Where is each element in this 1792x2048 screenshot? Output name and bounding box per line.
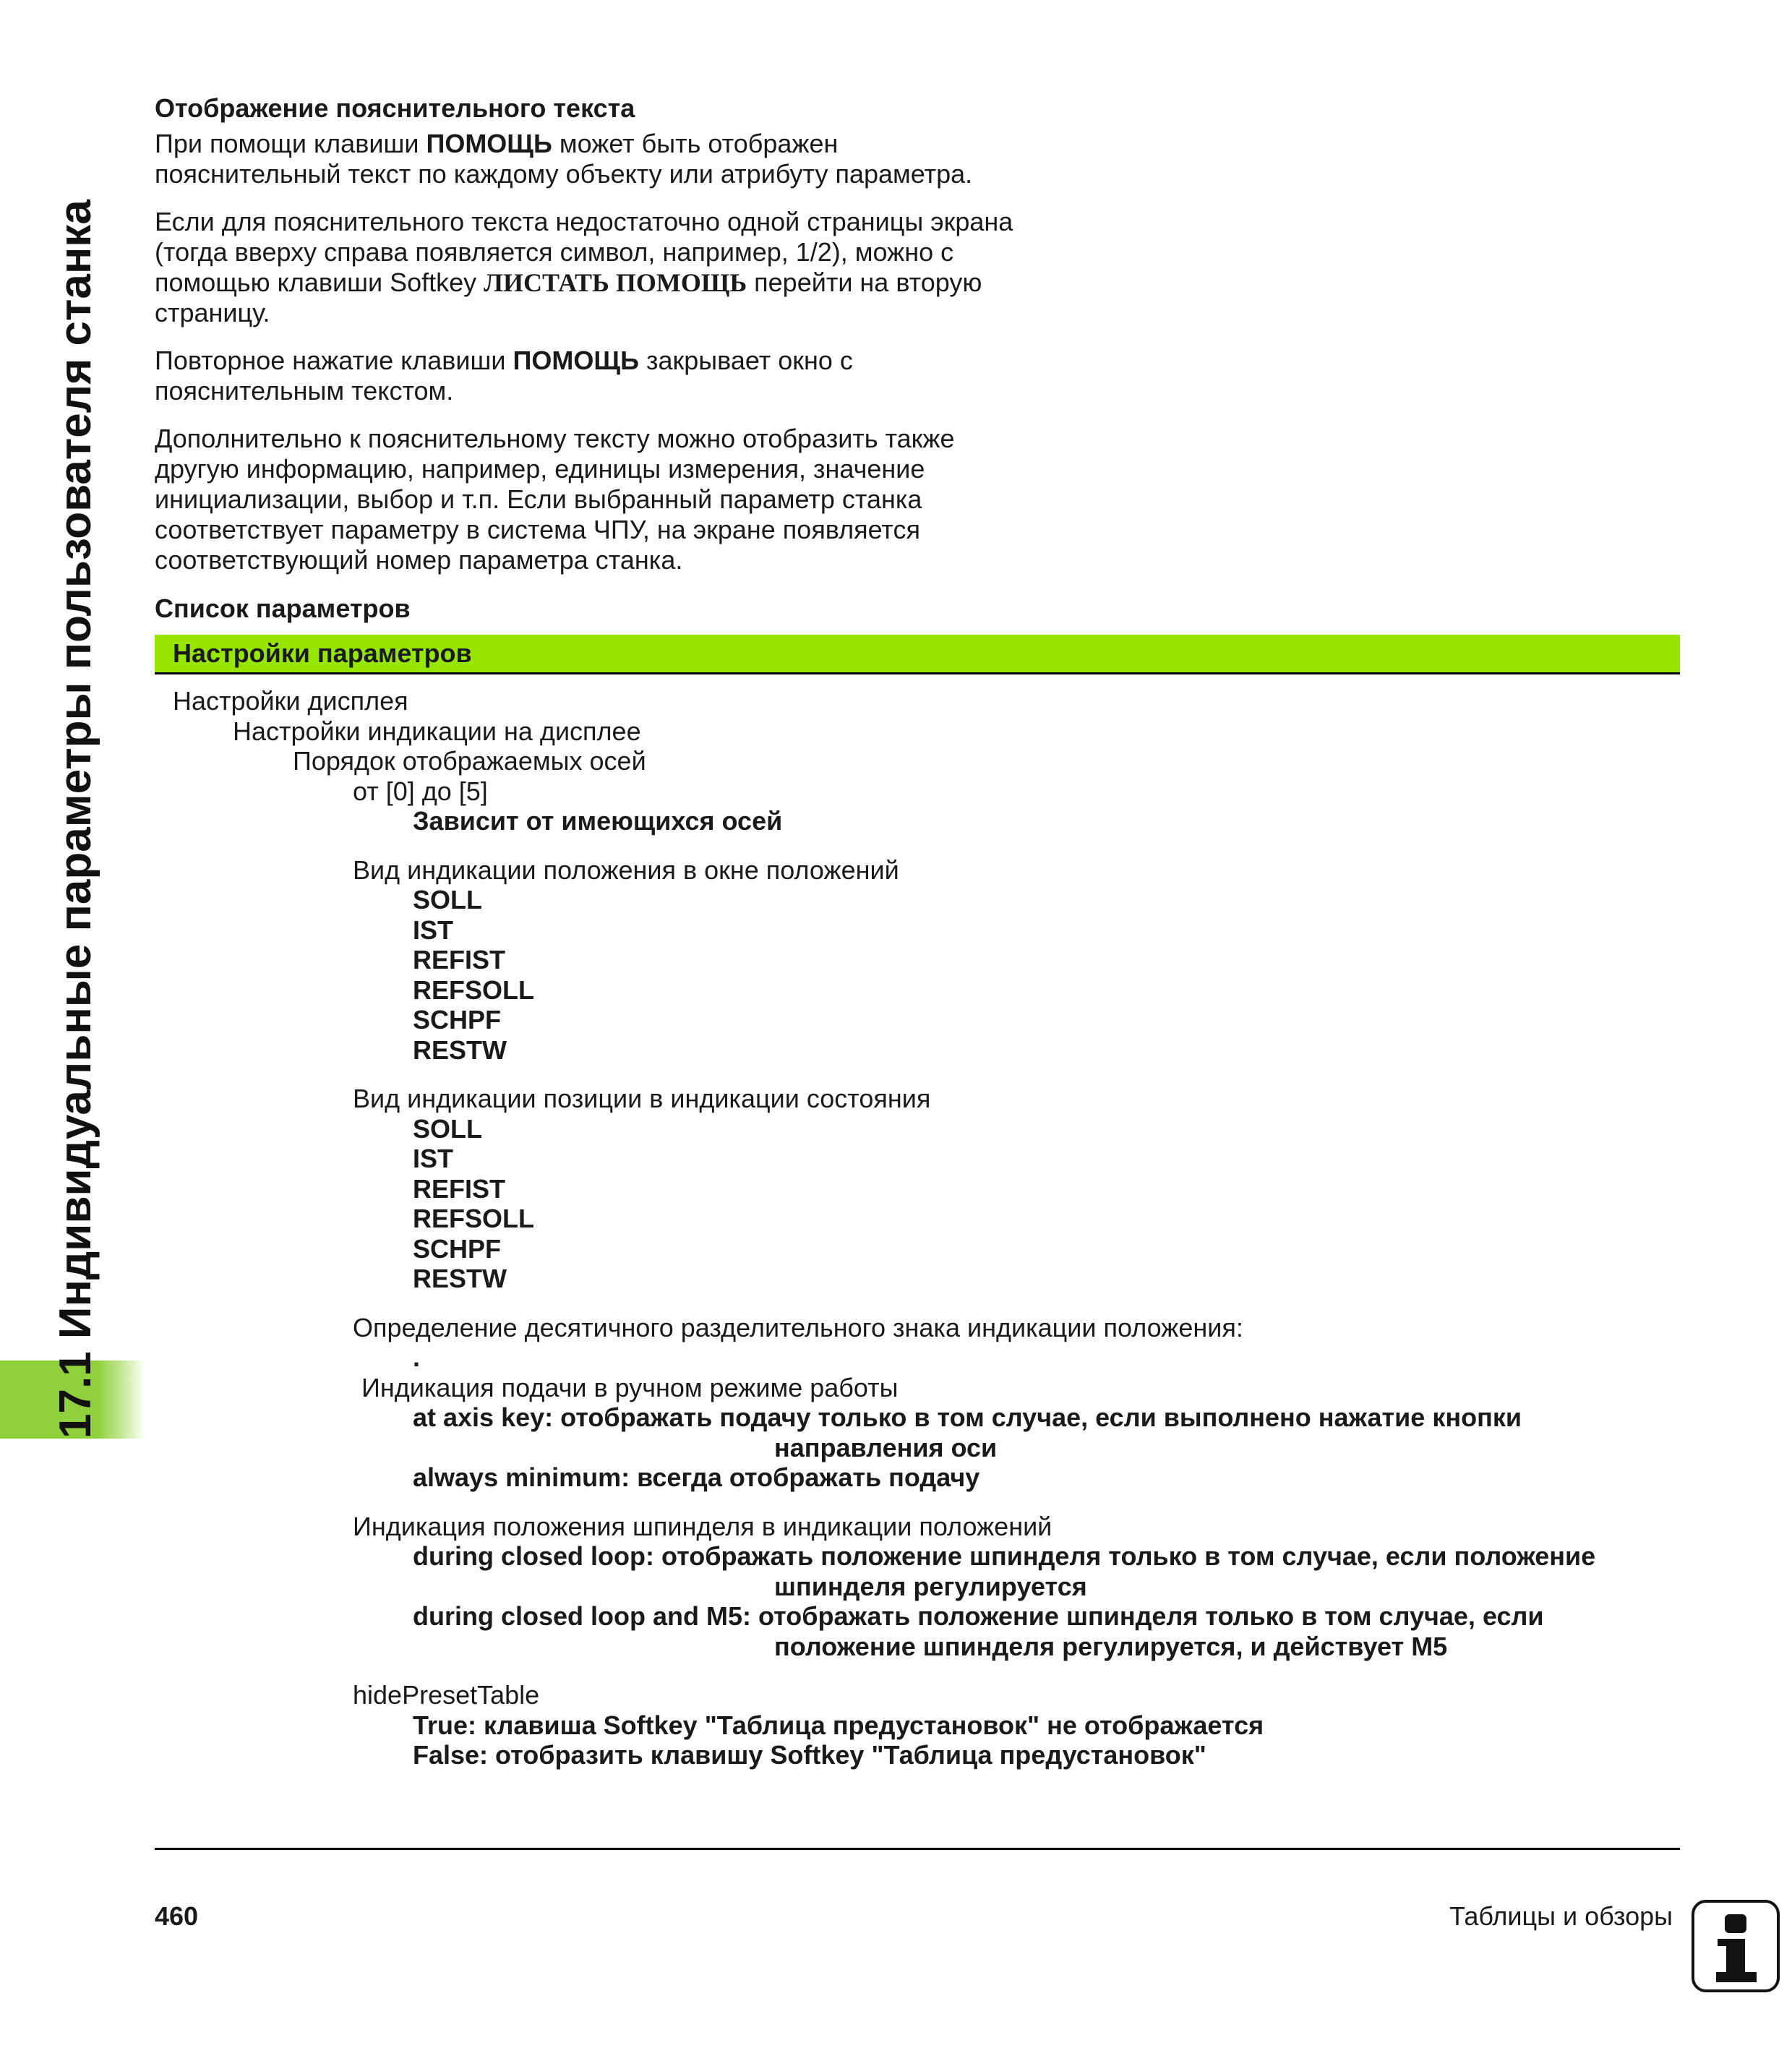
spindle-option-closed-loop: during closed loop: отображать положение шпинделя только в том случае, если положение [413, 1541, 1596, 1571]
list-item: IST [413, 1144, 454, 1173]
list-item: SCHPF [413, 1233, 502, 1264]
preset-label: hidePresetTable [353, 1680, 540, 1710]
section-heading-param-list: Список параметров [155, 594, 411, 623]
list-item: IST [413, 914, 454, 945]
paragraph-help-close: Повторное нажатие клавиши ПОМОЩЬ закрывает окно с пояснительным текстом. [155, 346, 853, 406]
feed-label: Индикация подачи в ручном режиме работы [361, 1372, 899, 1402]
decimal-label: Определение десятичного разделительного знака индикации положения: [353, 1312, 1243, 1342]
spindle-option-m5: during closed loop and M5: отображать положение шпинделя только в том случае, если [413, 1601, 1544, 1631]
tree-node-axis-order: Порядок отображаемых осей [293, 746, 646, 776]
preset-option-false: False: отобразить клавишу Softkey "Таблица предустановок" [413, 1740, 1206, 1770]
list-item: SOLL [413, 1113, 482, 1144]
list-item: REFSOLL [413, 1204, 534, 1233]
spindle-option-m5-cont: положение шпинделя регулируется, и действует M5 [774, 1631, 1448, 1661]
paragraph-help-pages: Если для пояснительного текста недостаточно одной страницы экрана (тогда вверху справа появляется символ, например, 1/2), можно с помощью клавиши Softkey ЛИСТАТЬ ПОМОЩЬ перейти на вторую страницу. [155, 207, 1013, 327]
list-item: SOLL [413, 885, 482, 914]
spindle-option-closed-loop-cont: шпинделя регулируется [774, 1571, 1087, 1601]
list-item: SCHPF [413, 1005, 502, 1034]
feed-option-axis-key-cont: направления оси [774, 1432, 998, 1462]
axis-range: от [0] до [5] [353, 776, 488, 806]
list-item: REFIST [413, 1173, 506, 1204]
tree-node-display-settings: Настройки дисплея [173, 686, 408, 716]
table-header: Настройки параметров [155, 635, 1680, 674]
section-heading-help-text: Отображение пояснительного текста [155, 93, 635, 123]
list-item: RESTW [413, 1034, 507, 1065]
feed-option-always: always minimum: всегда отображать подачу [413, 1462, 980, 1492]
page-number: 460 [155, 1901, 199, 1931]
parameter-tree [155, 686, 1680, 1770]
paragraph-help-key: При помощи клавиши ПОМОЩЬ может быть отображен пояснительный текст по каждому объекту или атрибуту параметра. [155, 129, 973, 189]
list-item: REFSOLL [413, 974, 534, 1005]
info-icon [1692, 1900, 1780, 1992]
table-bottom-rule [155, 1848, 1680, 1850]
pos-window-label: Вид индикации положения в окне положений [353, 854, 899, 885]
preset-option-true: True: клавиша Softkey "Таблица предустановок" не отображается [413, 1710, 1264, 1740]
footer-title: Таблицы и обзоры [1449, 1901, 1673, 1931]
axis-depends: Зависит от имеющихся осей [413, 806, 783, 836]
tree-node-indication-settings: Настройки индикации на дисплее [233, 716, 641, 746]
feed-option-axis-key: at axis key: отображать подачу только в том случае, если выполнено нажатие кнопки [413, 1402, 1522, 1432]
spindle-label: Индикация положения шпинделя в индикации положений [353, 1511, 1053, 1541]
list-item: REFIST [413, 945, 506, 974]
chapter-title: 17.1 Индивидуальные параметры пользователя станка [51, 200, 100, 1439]
status-label: Вид индикации позиции в индикации состояния [353, 1084, 931, 1113]
page-content [155, 93, 1680, 1770]
decimal-value: . [413, 1342, 421, 1372]
paragraph-extra-info: Дополнительно к пояснительному тексту можно отобразить также другую информацию, например, единицы измерения, значение инициализации, выбор и т.п. Если выбранный параметр станка соответствует параметру в система ЧПУ, на экране появляется соответствующий номер параметра станка. [155, 424, 955, 575]
list-item: RESTW [413, 1264, 507, 1293]
